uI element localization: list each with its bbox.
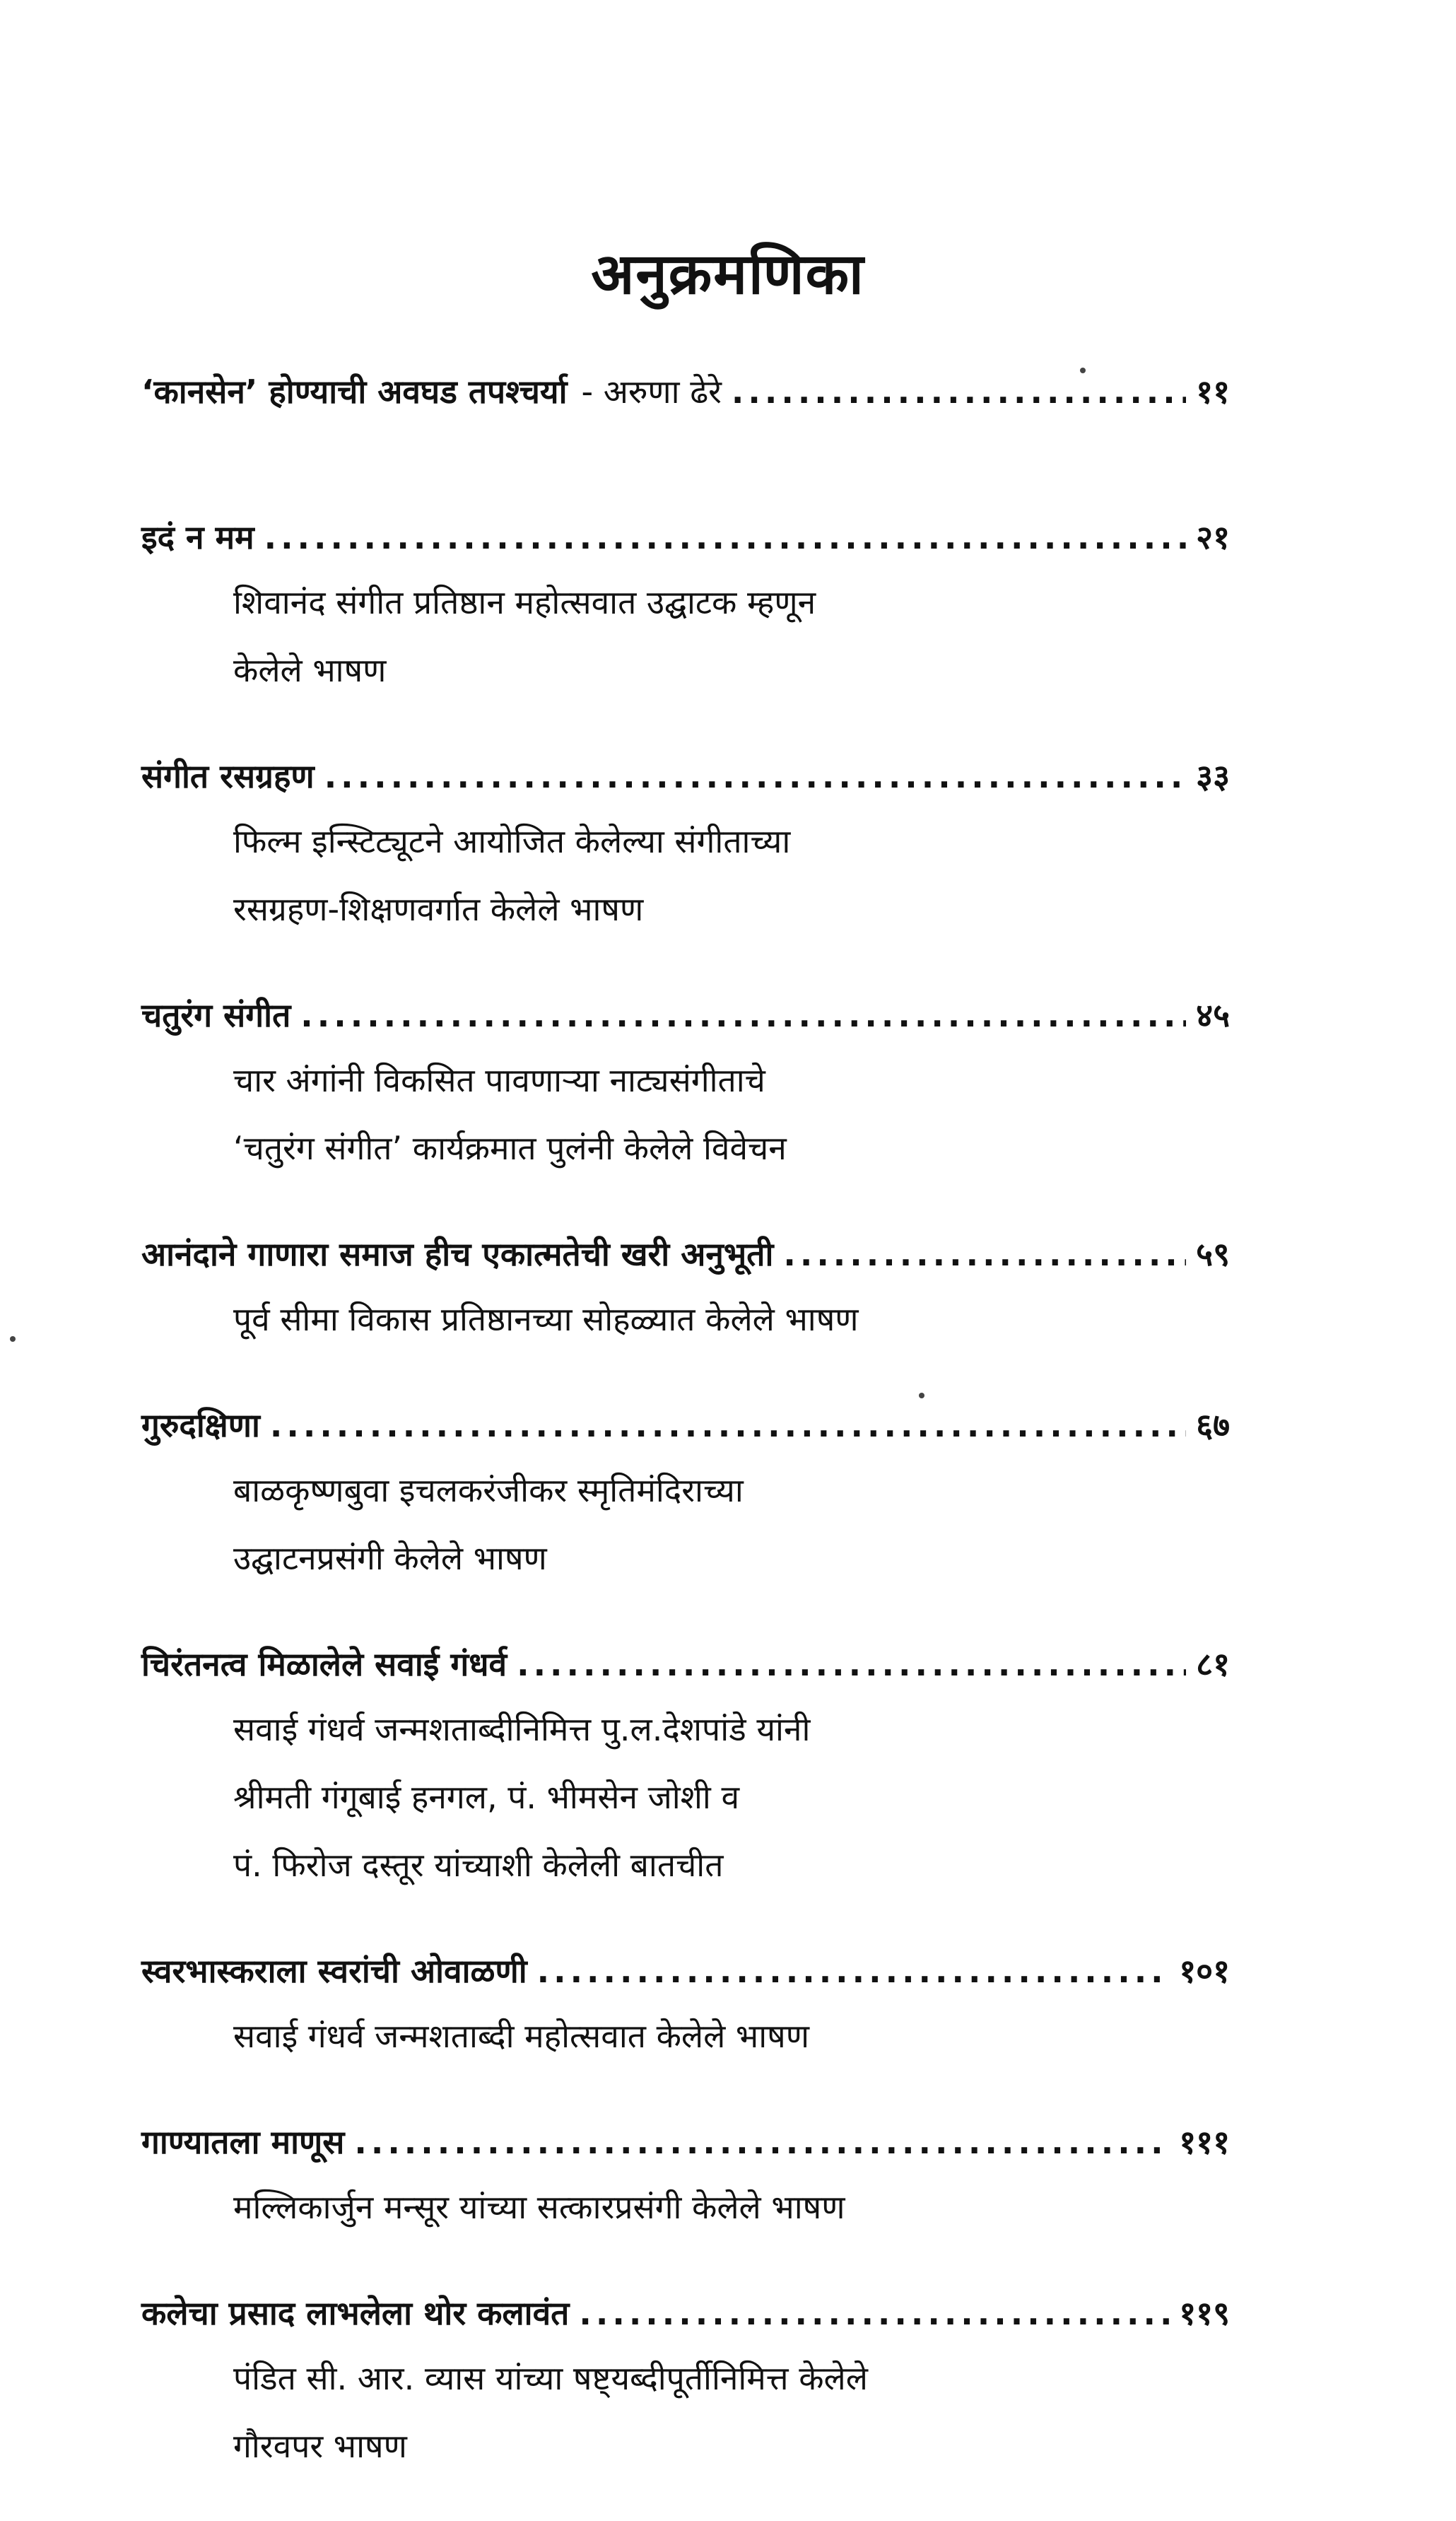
toc-entry bbox=[141, 1223, 1230, 1353]
toc-entry-page-number: ५९ bbox=[1196, 1235, 1230, 1273]
toc-entry-description: सवाई गंधर्व जन्मशताब्दीनिमित्त पु.ल.देशपांडे यांनी bbox=[233, 1710, 811, 1748]
toc-entry-description: उद्घाटनप्रसंगी केलेले भाषण bbox=[233, 1539, 547, 1577]
toc-entry-line bbox=[141, 1633, 1230, 1695]
toc-entry-title: चतुरंग संगीत bbox=[141, 996, 291, 1034]
toc-entry-title: ‘कानसेन’ होण्याची अवघड तपश्चर्या bbox=[141, 373, 568, 411]
toc-entry-line bbox=[141, 2282, 1230, 2344]
toc-entry-page-number: ३३ bbox=[1196, 757, 1230, 795]
dot-leader bbox=[354, 2111, 1169, 2173]
toc-entry-line bbox=[141, 1223, 1230, 1285]
dot-leader bbox=[732, 361, 1186, 423]
dot-leader bbox=[579, 2282, 1169, 2344]
toc-entry-description: बाळकृष्णबुवा इचलकरंजीकर स्मृतिमंदिराच्या bbox=[233, 1471, 744, 1509]
dot-leader bbox=[300, 984, 1186, 1046]
toc-entry-description: गौरवपर भाषण bbox=[233, 2427, 407, 2465]
dot-leader bbox=[783, 1223, 1186, 1285]
toc-entry-description: केलेले भाषण bbox=[233, 651, 387, 689]
toc-entry-preface bbox=[141, 361, 1230, 423]
dot-leader bbox=[264, 506, 1187, 568]
toc-entry bbox=[141, 506, 1230, 704]
toc-entry bbox=[141, 1940, 1230, 2070]
toc-entry-page-number: २१ bbox=[1196, 518, 1230, 556]
toc-entry bbox=[141, 2282, 1230, 2480]
dot-leader bbox=[537, 1940, 1170, 2002]
dot-leader bbox=[270, 1394, 1186, 1456]
toc-entry-description: सवाई गंधर्व जन्मशताब्दी महोत्सवात केलेले भाषण bbox=[233, 2017, 809, 2055]
toc-entry-description: रसग्रहण-शिक्षणवर्गात केलेले भाषण bbox=[233, 890, 644, 928]
toc-entry-title: आनंदाने गाणारा समाज हीच एकात्मतेची खरी अनुभूती bbox=[141, 1235, 774, 1273]
toc-entry-description: चार अंगांनी विकसित पावणाऱ्या नाट्यसंगीताचे bbox=[233, 1061, 765, 1099]
dot-leader bbox=[324, 745, 1186, 807]
toc-entry bbox=[141, 2111, 1230, 2241]
toc-entry-title: कलेचा प्रसाद लाभलेला थोर कलावंत bbox=[141, 2294, 570, 2332]
toc-entry-page-number: ६७ bbox=[1196, 1406, 1230, 1444]
toc-entry-line bbox=[141, 2111, 1230, 2173]
toc-entry-description: फिल्म इन्स्टिट्यूटने आयोजित केलेल्या संगीताच्या bbox=[233, 822, 791, 860]
toc-entry-description: ‘चतुरंग संगीत’ कार्यक्रमात पुलंनी केलेले विवेचन bbox=[233, 1129, 787, 1167]
scan-speck bbox=[10, 1336, 16, 1342]
toc-entry-page-number: १११ bbox=[1179, 2123, 1230, 2161]
toc-entry-title: चिरंतनत्व मिळालेले सवाई गंधर्व bbox=[141, 1645, 507, 1683]
toc-entry bbox=[141, 1394, 1230, 1592]
toc-entry-title: गाण्यातला माणूस bbox=[141, 2123, 345, 2161]
toc-entry-author: - अरुणा ढेरे bbox=[581, 373, 722, 411]
toc-entry-page-number: १०१ bbox=[1179, 1952, 1230, 1990]
table-of-contents bbox=[141, 361, 1230, 2521]
toc-entry-page-number: ११९ bbox=[1179, 2294, 1230, 2332]
toc-entry-title: इदं न मम bbox=[141, 518, 254, 556]
scan-speck bbox=[919, 1393, 924, 1398]
toc-entry-description: पं. फिरोज दस्तूर यांच्याशी केलेली बातचीत bbox=[233, 1846, 724, 1884]
toc-entry-line bbox=[141, 506, 1230, 568]
toc-entry-page-number: ४५ bbox=[1196, 996, 1230, 1034]
toc-entry-page-number: ११ bbox=[1196, 373, 1230, 411]
toc-entry-title: संगीत रसग्रहण bbox=[141, 757, 315, 795]
scan-speck bbox=[1080, 368, 1086, 373]
toc-entry-line bbox=[141, 984, 1230, 1046]
toc-entry-description: शिवानंद संगीत प्रतिष्ठान महोत्सवात उद्घाटक म्हणून bbox=[233, 583, 816, 621]
toc-entry-description: पूर्व सीमा विकास प्रतिष्ठानच्या सोहळ्यात केलेले भाषण bbox=[233, 1300, 859, 1338]
toc-entry-description: श्रीमती गंगूबाई हनगल, पं. भीमसेन जोशी व bbox=[233, 1778, 740, 1816]
toc-entry-line bbox=[141, 1394, 1230, 1456]
dot-leader bbox=[517, 1633, 1186, 1695]
toc-entry-page-number: ८१ bbox=[1196, 1645, 1230, 1683]
toc-entry-title: स्वरभास्कराला स्वरांची ओवाळणी bbox=[141, 1952, 527, 1990]
toc-entry-description: पंडित सी. आर. व्यास यांच्या षष्ट्यब्दीपूर्तीनिमित्त केलेले bbox=[233, 2359, 868, 2397]
toc-entry-line bbox=[141, 1940, 1230, 2002]
toc-entry-description: मल्लिकार्जुन मन्सूर यांच्या सत्कारप्रसंगी केलेले भाषण bbox=[233, 2188, 845, 2226]
toc-entry bbox=[141, 1633, 1230, 1899]
page-title: अनुक्रमणिका bbox=[591, 241, 865, 307]
toc-entry-title: गुरुदक्षिणा bbox=[141, 1406, 260, 1444]
toc-entry bbox=[141, 745, 1230, 943]
toc-entry-line bbox=[141, 361, 1230, 423]
toc-entry bbox=[141, 984, 1230, 1182]
toc-entry-line bbox=[141, 745, 1230, 807]
